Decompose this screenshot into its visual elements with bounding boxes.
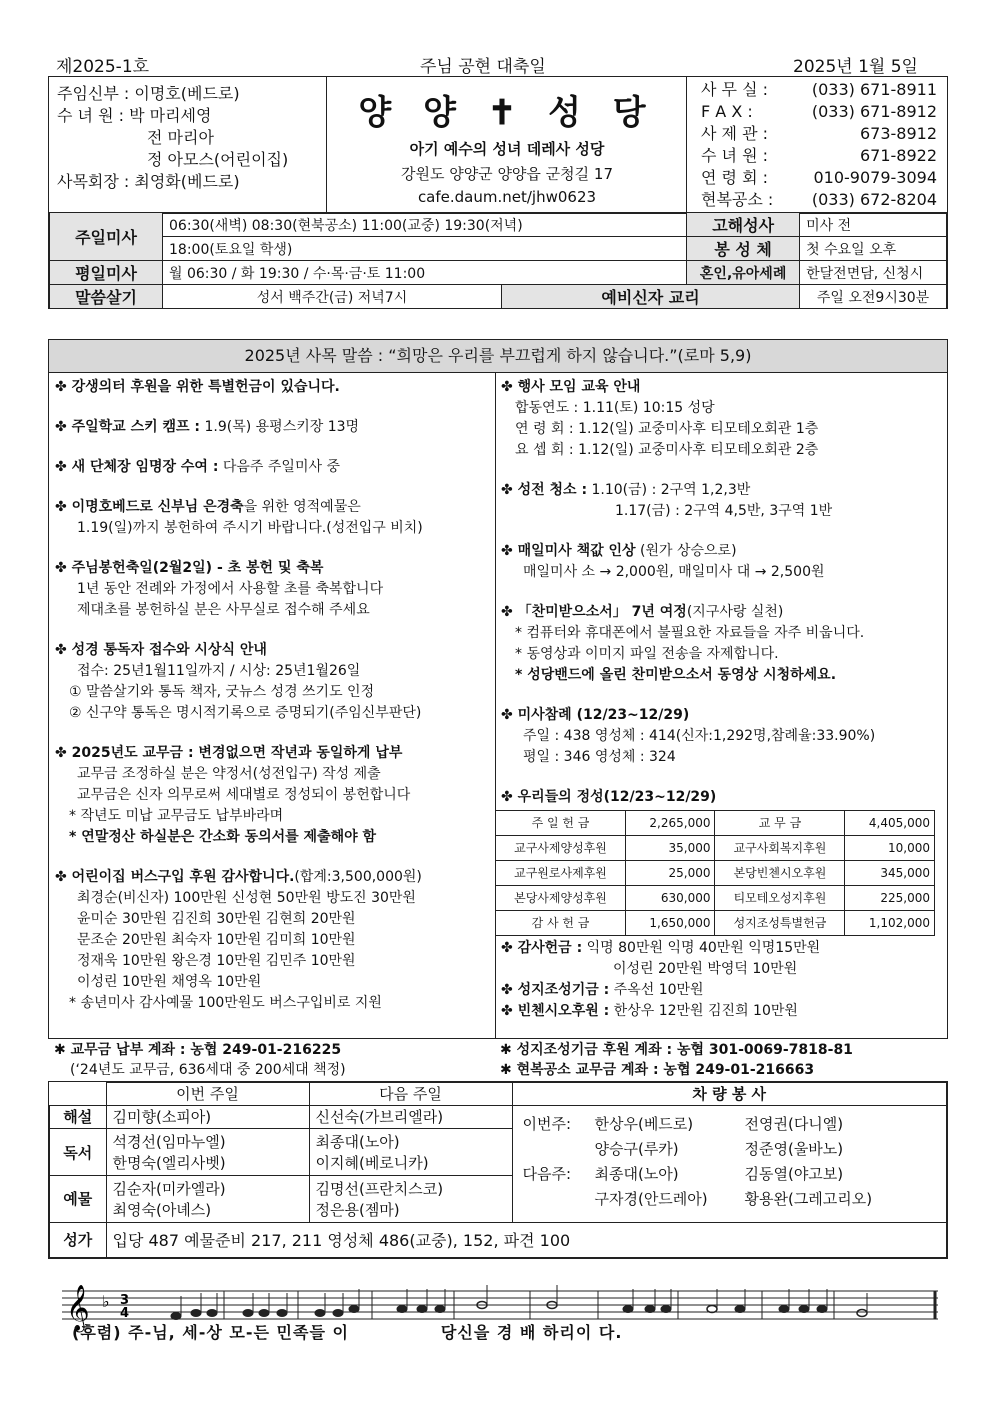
laudato-line: * 컴퓨터와 휴대폰에서 불필요한 자료들을 자주 비웁니다.: [515, 625, 865, 641]
offering-item: 본당사제양성후원: [496, 886, 626, 911]
offering-item: 교구사제양성후원: [496, 836, 626, 861]
contact-label: 연 령 회 :: [701, 168, 769, 187]
catechumen-label: 예비신자 교리: [502, 285, 800, 309]
sister-3: 정 아모스(어린이집): [147, 150, 289, 169]
note-icon: [435, 1306, 445, 1313]
sunday-mass-times: 06:30(새벽) 08:30(현북공소) 11:00(교중) 19:30(저녁): [163, 213, 687, 237]
contact-row: [687, 101, 947, 123]
offering-amount: 2,265,000: [625, 811, 715, 836]
mass-schedule: [48, 212, 948, 309]
header-line: [48, 52, 946, 77]
offering-item: 본당빈첸시오후원: [715, 861, 845, 886]
offering-row: [496, 836, 935, 861]
weekday-mass-label: 평일미사: [50, 261, 163, 285]
notice-bus-total: (합계:3,500,000원): [294, 869, 422, 885]
notice-dues-line2: 교무금은 신자 의무로써 세대별로 정성되이 봉헌합니다: [77, 787, 411, 803]
donor-line: 최경순(비신자) 100만원 신성현 50만원 방도진 30만원: [77, 890, 416, 906]
note-icon: [623, 1306, 633, 1313]
offering-amount: 225,000: [845, 886, 935, 911]
offering-amount: 25,000: [625, 861, 715, 886]
note-icon: [817, 1306, 827, 1313]
notice-attendance-title: ✤ 미사참례 (12/23~12/29): [501, 705, 943, 726]
note-icon: [277, 1310, 287, 1317]
event-line: 연 령 회 : 1.12(일) 교중미사후 티모테오회관 1층: [515, 421, 819, 437]
donor-line: 윤미순 30만원 김진희 30만원 김현희 20만원: [77, 911, 356, 927]
gift-bearer: 김명선(프란치스코): [315, 1179, 444, 1198]
accounts: [48, 1038, 946, 1080]
commentary-next: 신선숙(가브리엘라): [309, 1105, 512, 1128]
treble-clef-icon: 𝄞: [66, 1285, 90, 1331]
donor-line: 정재욱 10만원 왕은경 10만원 김민주 10만원: [77, 953, 356, 969]
donor-line: 문조순 20만원 최숙자 10만원 김미희 10만원: [77, 932, 356, 948]
laudato-line: * 성당밴드에 올린 찬미받으소서 동영상 시청하세요.: [515, 667, 837, 683]
offering-item: 주 일 헌 금: [496, 811, 626, 836]
car-service-header: 차 량 봉 사: [512, 1083, 947, 1106]
shrine-fund-title: ✤ 성지조성기금 :: [501, 982, 609, 998]
notice-appointment: 다음주 주일미사 중: [218, 459, 340, 475]
donor-note: * 송년미사 감사예물 100만원도 버스구입비로 지원: [69, 995, 382, 1011]
column-divider: [495, 373, 496, 1038]
communion-label: 봉 성 체: [687, 237, 800, 261]
notice-laudato-title: ✤ 「찬미받으소서」 7년 여정: [501, 604, 687, 620]
offering-amount: 1,102,000: [845, 911, 935, 936]
laudato-line: * 동영상과 이미지 파일 전송을 자제합니다.: [515, 646, 779, 662]
note-icon: [191, 1310, 201, 1317]
reader: 한명숙(엘리사벳): [112, 1154, 226, 1173]
cleaning-line2: 1.17(금) : 2구역 4,5반, 3구역 1반: [615, 503, 833, 519]
offering-amount: 345,000: [845, 861, 935, 886]
reader: 석경선(임마누엘): [112, 1133, 226, 1152]
notice-jubilee-title: ✤ 이명호베드로 신부님 은경축: [55, 499, 244, 515]
contact-value: 010-9079-3094: [813, 168, 937, 187]
offering-amount: 630,000: [625, 886, 715, 911]
notice-dues-line1: 교무금 조정하실 분은 약정서(성전입구) 작성 제출: [77, 766, 381, 782]
notice-special-collection: ✤ 강생의터 후원을 위한 특별헌금이 있습니다.: [55, 377, 495, 398]
note-icon: [735, 1306, 745, 1313]
car-driver: 전영권(다니엘): [744, 1114, 844, 1133]
note-icon: [207, 1310, 217, 1317]
shrine-fund: 주옥선 10만원: [609, 982, 704, 998]
left-column: [55, 377, 495, 1033]
next-week-header: 다음 주일: [309, 1083, 512, 1106]
right-column: [501, 377, 943, 1022]
notice-bible-title: ✤ 성경 통독자 접수와 시상식 안내: [55, 640, 495, 661]
sister-2: 전 마리아: [147, 128, 214, 147]
issue-date: 2025년 1월 5일: [793, 57, 918, 77]
offering-item: 교구사회복지후원: [715, 836, 845, 861]
car-driver: 정준영(울바노): [744, 1139, 844, 1158]
shrine-account: ✱ 성지조성기금 후원 계좌 : 농협 301-0069-7818-81: [500, 1042, 853, 1058]
marriage-value: 한달전면담, 신청시: [800, 261, 947, 285]
notice-bus-title: ✤ 어린이집 버스구입 후원 감사합니다.: [55, 869, 294, 885]
notice-dues-line4: * 연말정산 하실분은 간소화 동의서를 제출해야 함: [69, 829, 377, 845]
dues-account: ✱ 교무금 납부 계좌 : 농협 249-01-216225: [54, 1042, 342, 1058]
contact-value: 673-8912: [859, 124, 937, 143]
weekday-mass-times: 월 06:30 / 화 19:30 / 수·목·금·토 11:00: [163, 261, 687, 285]
attendance-weekday: 평일 : 346 영성체 : 324: [523, 749, 676, 765]
car-driver: 최종대(노아): [594, 1164, 679, 1183]
car-driver: 김동열(야고보): [744, 1164, 844, 1183]
offering-amount: 1,650,000: [625, 911, 715, 936]
this-week-header: 이번 주일: [106, 1083, 309, 1106]
contact-value: (033) 671-8911: [811, 80, 937, 99]
notice-jubilee-detail: 1.19(일)까지 봉헌하여 주시기 바랍니다.(성전입구 비치): [77, 520, 423, 536]
dues-note: (‘24년도 교무금, 636세대 중 200세대 책정): [70, 1062, 346, 1078]
offering-item: 티모테오성지후원: [715, 886, 845, 911]
reader: 이지혜(베로니카): [315, 1154, 429, 1173]
contact-list: [687, 77, 947, 215]
communion-value: 첫 수요일 오후: [800, 237, 947, 261]
car-next-label: 다음주:: [522, 1164, 572, 1183]
offering-item: 성지조성특별헌금: [715, 911, 845, 936]
notice-ski-camp: 1.9(목) 용평스키장 13명: [200, 419, 360, 435]
offering-item: 교 무 금: [715, 811, 845, 836]
contact-value: (033) 671-8912: [811, 102, 937, 121]
mission-account: ✱ 현복공소 교무금 계좌 : 농협 249-01-216663: [500, 1062, 815, 1078]
commentary-label: 해설: [50, 1105, 107, 1128]
notice-bible-line3: ② 신구약 통독은 명시적기록으로 증명되기(주임신부판단): [69, 705, 422, 721]
thanks-offering-title: ✤ 감사헌금 :: [501, 940, 582, 956]
contact-row: [687, 189, 947, 211]
thanks-offering-line1: 익명 80만원 익명 40만원 익명15만원: [582, 940, 821, 956]
notice-missal-title: ✤ 매일미사 책값 인상: [501, 543, 636, 559]
sunday-mass-label: 주일미사: [50, 213, 163, 261]
sisters: 수 녀 원 : 박 마리세영: [57, 106, 212, 125]
gift-label: 예물: [50, 1175, 107, 1222]
contact-label: 사 제 관 :: [701, 124, 769, 143]
note-icon: [397, 1306, 407, 1313]
notice-candlemas-title: ✤ 주님봉헌축일(2월2일) - 초 봉헌 및 축복: [55, 558, 495, 579]
contact-label: 사 무 실 :: [701, 80, 769, 99]
svg-text:4: 4: [120, 1306, 130, 1321]
hymn-numbers: 입당 487 예물준비 217, 211 영성체 486(교중), 152, 파견 100: [106, 1222, 947, 1257]
offering-amount: 4,405,000: [845, 811, 935, 836]
note-icon: [333, 1310, 343, 1317]
car-driver: 황용완(그레고리오): [744, 1189, 873, 1208]
notice-offering-title: ✤ 우리들의 정성(12/23~12/29): [501, 787, 943, 808]
note-icon: [857, 1310, 867, 1317]
contact-label: 수 녀 원 :: [701, 146, 769, 165]
notice-cleaning-title: ✤ 성전 청소 :: [501, 482, 587, 498]
feast-name: 주님 공현 대축일: [420, 57, 546, 77]
flat-icon: ♭: [102, 1292, 110, 1311]
church-website[interactable]: cafe.daum.net/jhw0623: [417, 188, 597, 206]
contact-label: F A X :: [701, 102, 753, 121]
note-icon: [661, 1306, 671, 1313]
reader: 최종대(노아): [315, 1133, 400, 1152]
notice-bible-line1: 접수: 25년1월11일까지 / 시상: 25년1월26일: [77, 663, 361, 679]
church-address: 강원도 양양군 양양읍 군청길 17: [400, 165, 614, 183]
ministry-roster: [48, 1081, 948, 1259]
note-icon: [349, 1306, 359, 1313]
note-icon: [417, 1306, 427, 1313]
council-president: 사목회장 : 최영화(베드로): [57, 172, 240, 191]
notice-dues-title: ✤ 2025년도 교무금 : 변경없으면 작년과 동일하게 납부: [55, 743, 495, 764]
contact-label: 현복공소 :: [701, 190, 774, 209]
confession-value: 미사 전: [800, 213, 947, 237]
gift-bearer: 김순자(미카엘라): [112, 1179, 226, 1198]
offering-amount: 10,000: [845, 836, 935, 861]
vincent-title: ✤ 빈첸시오후원 :: [501, 1003, 609, 1019]
note-icon: [243, 1310, 253, 1317]
missal-reason: (원가 상승으로): [635, 543, 737, 559]
note-icon: [707, 1306, 717, 1313]
event-line: 합동연도 : 1.11(토) 10:15 성당: [515, 400, 715, 416]
car-this-label: 이번주:: [522, 1114, 572, 1133]
note-icon: [315, 1310, 325, 1317]
notice-appointment-title: ✤ 새 단체장 임명장 수여 :: [55, 459, 218, 475]
contact-row: [687, 145, 947, 167]
offering-row: [496, 861, 935, 886]
note-icon: [779, 1306, 789, 1313]
notice-candlemas-line2: 제대초를 봉헌하실 분은 사무실로 접수해 주세요: [77, 602, 370, 618]
gift-bearer: 정은용(젬마): [315, 1200, 400, 1219]
word-living-label: 말씀살기: [50, 285, 163, 309]
catechumen-value: 주일 오전9시30분: [800, 285, 947, 309]
commentary-this: 김미향(소피아): [106, 1105, 309, 1128]
student-mass: 18:00(토요일 학생): [163, 237, 687, 261]
offering-item: 교구원로사제후원: [496, 861, 626, 886]
note-icon: [171, 1313, 181, 1320]
vincent-donors: 한상우 12만원 김진희 10만원: [609, 1003, 798, 1019]
missal-prices: 매일미사 소 → 2,000원, 매일미사 대 → 2,500원: [523, 564, 825, 580]
contact-value: 671-8922: [859, 146, 937, 165]
car-driver: 양승구(루카): [594, 1139, 679, 1158]
gift-bearer: 최영숙(아녜스): [112, 1200, 212, 1219]
event-line: 요 셉 회 : 1.12(일) 교중미사후 티모테오회관 2층: [515, 442, 819, 458]
offering-table: [495, 810, 935, 936]
offering-row: [496, 811, 935, 836]
attendance-sunday: 주일 : 438 영성체 : 414(신자:1,292명,참례율:33.90%): [523, 728, 876, 744]
notice-dues-line3: * 작년도 미납 교무금도 납부바라며: [69, 808, 284, 824]
contact-row: [687, 79, 947, 101]
church-header: [48, 76, 948, 214]
reading-label: 독서: [50, 1129, 107, 1176]
hymn-lyrics: (후렴) 주-님, 세-상 모-든 민족들 이 당신을 경 배 하리이 다.: [72, 1323, 623, 1342]
notice-jubilee: 을 위한 영적예물은: [243, 499, 361, 515]
contact-row: [687, 167, 947, 189]
donor-line: 이성린 10만원 채영옥 10만원: [77, 974, 262, 990]
announcements: [48, 372, 948, 1039]
time-sig-icon: 3: [120, 1293, 130, 1308]
contact-value: (033) 672-8204: [811, 190, 937, 209]
marriage-label: 혼인,유아세례: [687, 261, 800, 285]
word-living-value: 성서 백주간(금) 저녁7시: [163, 285, 502, 309]
notice-candlemas-line1: 1년 동안 전례와 가정에서 사용할 초를 축복합니다: [77, 581, 384, 597]
offering-row: [496, 886, 935, 911]
church-name: 양 양 ✝ 성 당: [358, 93, 656, 133]
notice-ski-camp-title: ✤ 주일학교 스키 캠프 :: [55, 419, 200, 435]
notice-bible-line2: ① 말씀살기와 통독 책자, 굿뉴스 성경 쓰기도 인정: [69, 684, 375, 700]
pastor: 주임신부 : 이명호(베드로): [57, 84, 240, 103]
thanks-offering-line2: 이성린 20만원 박영덕 10만원: [613, 961, 798, 977]
car-driver: 한상우(베드로): [594, 1114, 694, 1133]
note-icon: [259, 1310, 269, 1317]
offering-amount: 35,000: [625, 836, 715, 861]
note-icon: [645, 1306, 655, 1313]
contact-row: [687, 123, 947, 145]
hymn-label: 성가: [50, 1222, 107, 1257]
issue-number: 제2025-1호: [56, 57, 150, 77]
note-icon: [799, 1306, 809, 1313]
pastoral-motto: 2025년 사목 말씀 : “희망은 우리를 부끄럽게 하지 않습니다.”(로마 5,9): [48, 339, 948, 373]
laudato-sub: (지구사랑 실천): [686, 604, 784, 620]
cleaning-line1: 1.10(금) : 2구역 1,2,3반: [587, 482, 751, 498]
notice-events-title: ✤ 행사 모임 교육 안내: [501, 377, 943, 398]
church-patron: 아기 예수의 성녀 데레사 성당: [409, 140, 605, 158]
offering-row: [496, 911, 935, 936]
offering-item: 감 사 헌 금: [496, 911, 626, 936]
confession-label: 고해성사: [687, 213, 800, 237]
staff-list: [49, 77, 327, 213]
car-driver: 구자경(안드레아): [594, 1189, 708, 1208]
church-identity: [328, 77, 687, 213]
